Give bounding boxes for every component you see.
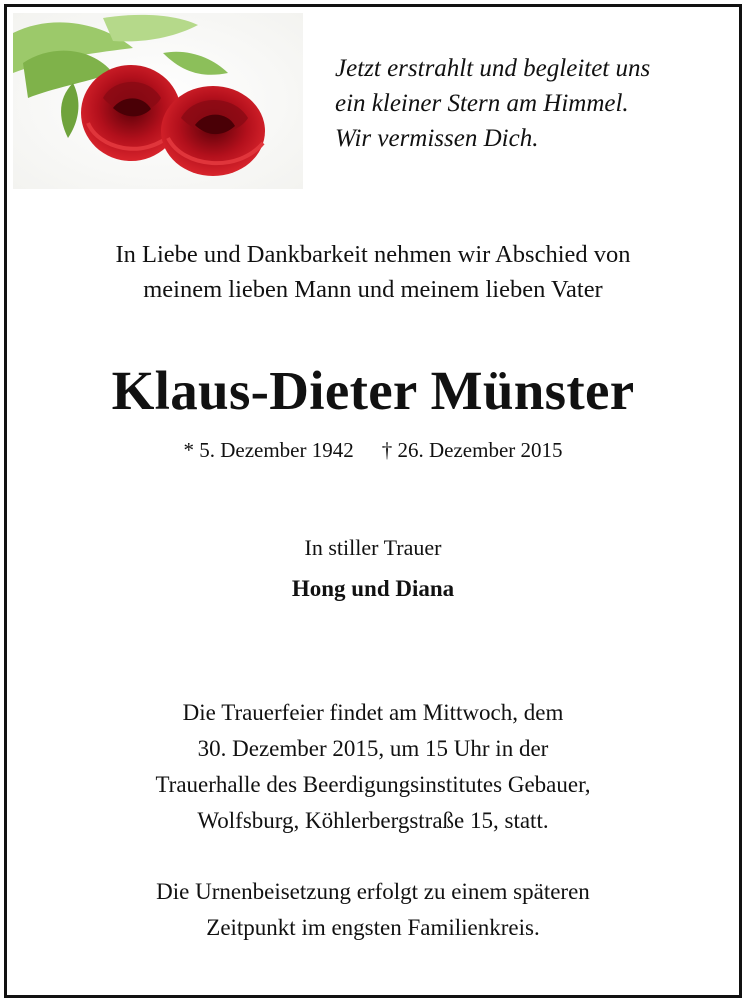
urn-line: Die Urnenbeisetzung erfolgt zu einem späteren xyxy=(156,879,590,904)
obituary-frame xyxy=(4,4,742,998)
life-dates xyxy=(7,435,739,465)
intro-line: In Liebe und Dankbarkeit nehmen wir Abschied von xyxy=(115,241,631,268)
urn-line: Zeitpunkt im engsten Familienkreis. xyxy=(206,915,540,940)
motto-verse xyxy=(335,51,725,156)
funeral-line: Die Trauerfeier findet am Mittwoch, dem xyxy=(182,700,564,725)
funeral-line: Wolfsburg, Köhlerbergstraße 15, statt. xyxy=(197,808,549,833)
urn-burial-notice xyxy=(7,874,739,946)
funeral-line: 30. Dezember 2015, um 15 Uhr in der xyxy=(197,736,549,761)
intro-line: meinem lieben Mann und meinem lieben Vater xyxy=(143,276,603,303)
mourner-names: Hong und Diana xyxy=(291,576,455,601)
motto-line: ein kleiner Stern am Himmel. xyxy=(335,90,629,117)
funeral-line: Trauerhalle des Beerdigungsinstitutes Gebauer, xyxy=(155,772,591,797)
intro-text xyxy=(7,237,739,307)
birth-date: * 5. Dezember 1942 xyxy=(183,438,354,462)
motto-line: Jetzt erstrahlt und begleitet uns xyxy=(335,55,651,82)
motto-line: Wir vermissen Dich. xyxy=(335,125,539,152)
red-roses-image xyxy=(13,13,303,189)
death-date: † 26. Dezember 2015 xyxy=(381,438,563,462)
funeral-notice xyxy=(7,695,739,839)
deceased-name: Klaus-Dieter Münster xyxy=(111,360,635,421)
mourning-label: In stiller Trauer xyxy=(304,535,442,560)
